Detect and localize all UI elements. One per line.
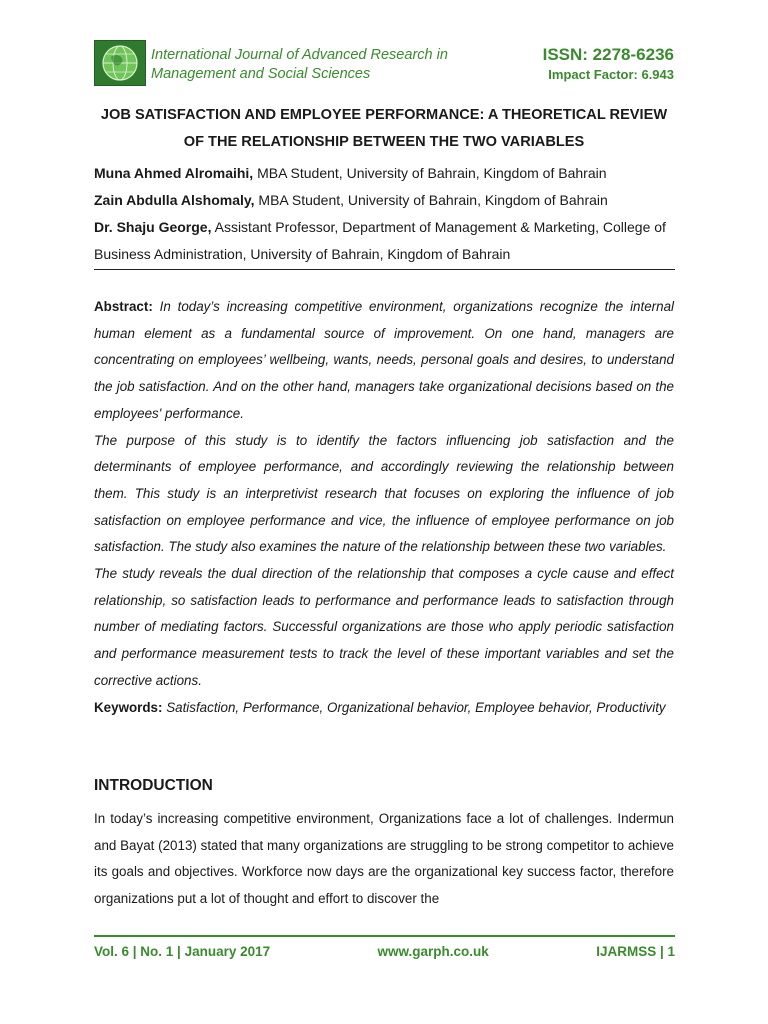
header-divider (94, 269, 675, 270)
author-affiliation: MBA Student, University of Bahrain, Kingdom of Bahrain (254, 192, 608, 208)
abstract-paragraph: The purpose of this study is to identify the factors influencing job satisfaction and the determinants of employee performance, and accordingly reviewing the relationship between them. This study is an interpretivist research that focuses on exploring the influence of job satisfaction on employee performance and vice, the influence of employee performance on job satisfaction. The study also examines the nature of the relationship between these two variables. (94, 432, 674, 555)
page-footer (94, 944, 675, 959)
journal-logo (94, 40, 146, 86)
issn: ISSN: 2278-6236 (542, 45, 674, 64)
footer-volume: Vol. 6 | No. 1 | January 2017 (94, 944, 271, 959)
impact-factor: Impact Factor: 6.943 (548, 67, 674, 82)
author-affiliation: Assistant Professor, Department of Management & Marketing, College of Business Administration, University of Bahrain, Kingdom of Bahrain (94, 219, 666, 262)
introduction-paragraph: In today’s increasing competitive environment, Organizations face a lot of challenges. Indermun and Bayat (2013) stated that many organizations are struggling to be strong competitor to achieve its goals and objectives. Workforce now days are the organizational key success factor, therefore organizations put a lot of thought and effort to discover the (94, 811, 674, 907)
globe-icon (95, 41, 145, 85)
journal-meta (543, 44, 674, 84)
abstract (94, 294, 674, 721)
abstract-paragraph (94, 294, 674, 428)
footer-website-link[interactable]: www.garph.co.uk (377, 944, 489, 959)
abstract-label: Abstract: (94, 299, 153, 314)
author-entry (94, 187, 674, 214)
author-affiliation: MBA Student, University of Bahrain, Kingdom of Bahrain (253, 165, 607, 181)
section-heading: INTRODUCTION (94, 777, 213, 794)
keywords-text: Satisfaction, Performance, Organizational behavior, Employee behavior, Productivity (162, 699, 666, 715)
paper-title (94, 102, 674, 156)
journal-name-line2: Management and Social Sciences (151, 66, 371, 82)
author-name: Muna Ahmed Alromaihi, (94, 165, 254, 181)
abstract-paragraph: The study reveals the dual direction of the relationship that composes a cycle cause and effect relationship, so satisfaction leads to performance and performance leads to satisfaction through number of mediating factors. Successful organizations are those who apply periodic satisfaction and performance measurement tests to track the level of these important variables and set the corrective actions. (94, 566, 674, 688)
journal-name (151, 46, 471, 84)
author-name: Zain Abdulla Alshomaly, (94, 192, 255, 208)
author-name: Dr. Shaju George, (94, 219, 212, 235)
journal-name-line1: International Journal of Advanced Research in (151, 47, 448, 63)
author-entry (94, 214, 674, 268)
abstract-text: In today’s increasing competitive environment, organizations recognize the internal human element as a fundamental source of improvement. On one hand, managers are concentrating on employees’ wellbeing, wants, needs, personal goals and desires, to understand the job satisfaction. And on the other hand, managers take organizational decisions based on the employees' performance. (94, 299, 674, 421)
title-line2: OF THE RELATIONSHIP BETWEEN THE TWO VARIABLES (183, 134, 585, 150)
author-entry (94, 160, 674, 187)
footer-divider (94, 935, 675, 937)
footer-page-number: IJARMSS | 1 (596, 944, 675, 959)
author-list (94, 160, 674, 268)
keywords-label: Keywords: (94, 699, 163, 715)
title-line1: JOB SATISFACTION AND EMPLOYEE PERFORMANCE: A THEORETICAL REVIEW (100, 107, 668, 123)
introduction-body (94, 806, 674, 913)
keywords (94, 695, 674, 722)
